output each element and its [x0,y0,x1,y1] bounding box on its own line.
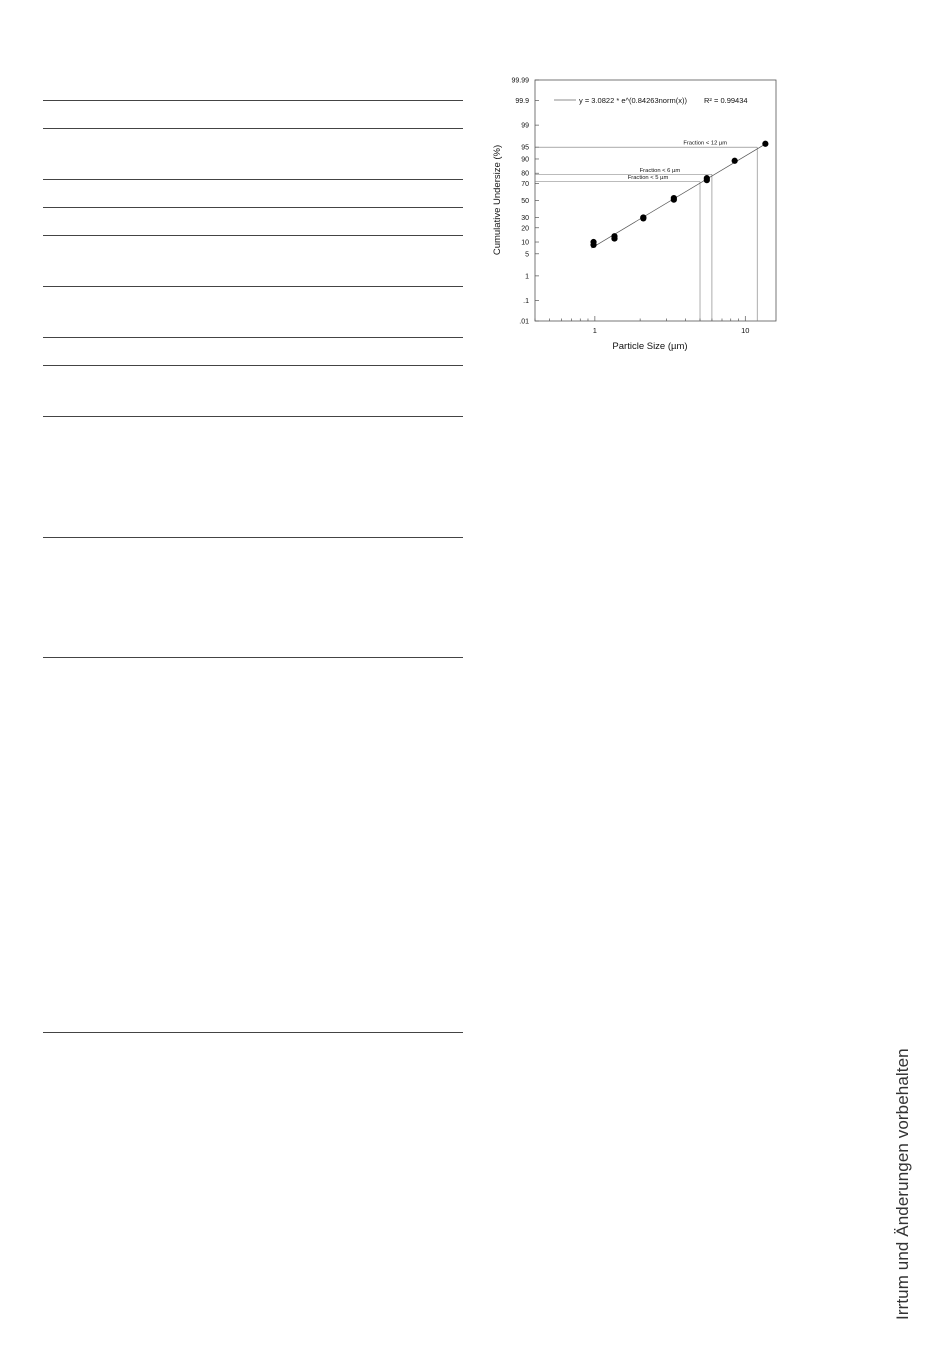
y-tick-label: .01 [519,318,529,326]
table-rule [43,100,463,101]
particle-size-chart [485,70,785,360]
x-tick-label: 1 [592,326,597,335]
x-tick-label: 10 [741,326,750,335]
fraction-label: Fraction < 12 µm [683,140,728,147]
table-rule [43,128,463,129]
data-point [704,175,710,181]
disclaimer-text: Irrtum und Änderungen vorbehalten [893,1048,912,1320]
y-tick-label: 80 [521,170,529,178]
fraction-label: Fraction < 6 µm [639,167,681,174]
data-point [732,158,738,164]
fit-line [592,144,765,248]
table-rule [43,416,463,417]
y-tick-label: 50 [521,198,529,205]
legend-equation: y = 3.0822 * e^(0.84263norm(x)) [579,96,687,105]
y-tick-label: 10 [521,239,529,247]
table-rule [43,537,463,538]
plot-frame [535,80,776,321]
y-tick-label: 99 [521,122,529,130]
y-axis-label: Cumulative Undersize (%) [492,144,503,256]
data-point [640,214,646,220]
y-tick-label: 5 [525,251,529,259]
data-point [611,233,617,239]
y-tick-label: 95 [521,144,529,152]
fraction-label: Fraction < 5 µm [627,175,669,182]
y-tick-label: 30 [521,214,529,222]
table-rule [43,365,463,366]
legend-r-squared: R² = 0.99434 [704,96,748,105]
table-rule [43,179,463,180]
x-axis-label: Particle Size (µm) [612,341,688,352]
table-rule [43,235,463,236]
y-tick-label: 90 [521,156,529,164]
data-point [590,239,596,245]
y-tick-label: 20 [521,225,529,233]
table-rule [43,207,463,208]
data-point [762,141,768,147]
table-rule [43,1032,463,1033]
y-tick-label: 99.99 [511,77,529,85]
y-tick-label: .1 [523,298,529,306]
y-tick-label: 1 [525,273,529,281]
table-rule [43,337,463,338]
y-tick-label: 70 [521,181,529,189]
y-tick-label: 99.9 [515,97,529,105]
table-rule [43,657,463,658]
table-rule [43,286,463,287]
data-point [671,195,677,201]
